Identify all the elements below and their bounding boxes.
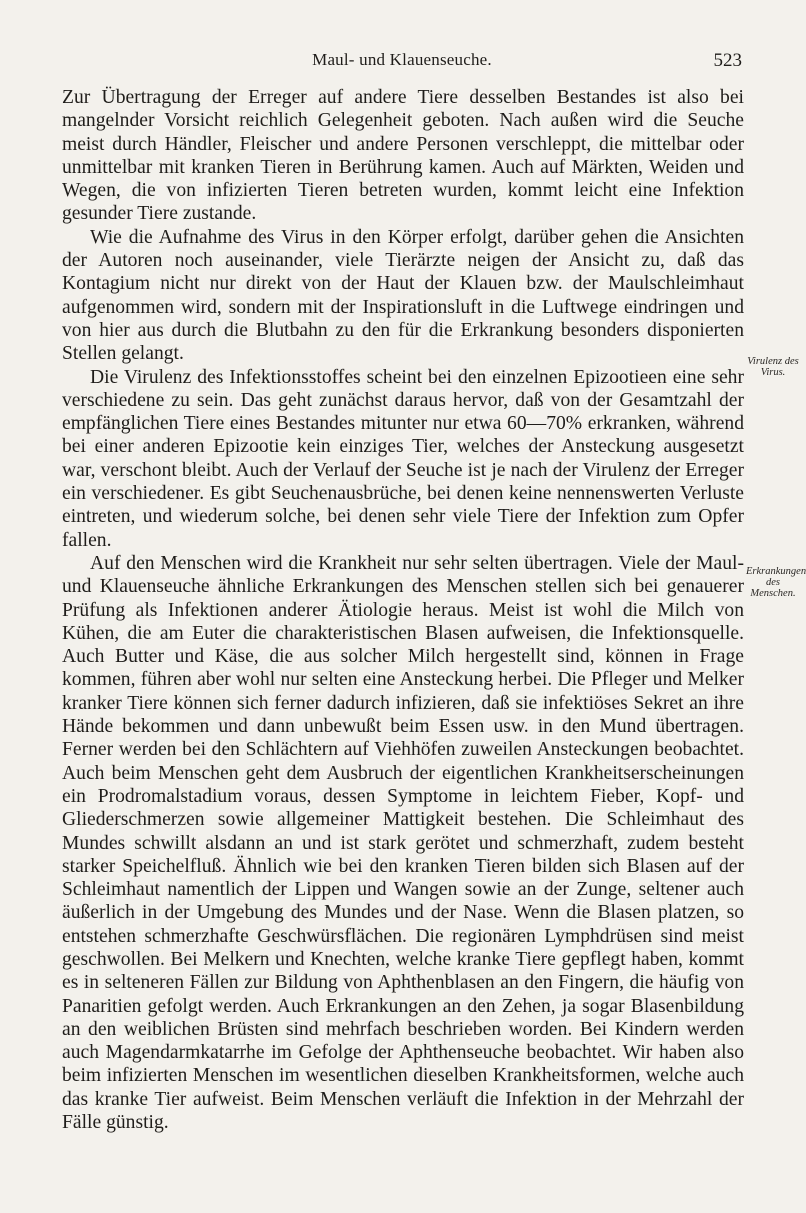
margin-note-virulence: Virulenz des Virus. — [747, 356, 799, 378]
paragraph-human-infection: Auf den Menschen wird die Krankheit nur sehr selten übertragen. Viele der Maul- und Klauenseuche ähnliche Erkrankungen des Menschen stellen sich bei genauerer Prüfung als Infektionen anderer Ätiologie heraus. Meist ist wohl die Milch von Kühen, die am Euter die charakteristischen Blasen aufweisen, die Infektionsquelle. Auch Butter und Käse, die aus solcher Milch hergestellt sind, können in Frage kommen, führen aber wohl nur selten eine Ansteckung herbei. Die Pfleger und Melker kranker Tiere können sich ferner dadurch infizieren, daß sie infektiöses Sekret an ihre Hände bekommen und dann unbewußt beim Essen usw. in den Mund übertragen. Ferner werden bei den Schlächtern auf Viehhöfen zuweilen Ansteckungen beobachtet. Auch beim Menschen geht dem Ausbruch der eigentlichen Krankheitserscheinungen ein Prodromalstadium voraus, dessen Symptome in leichtem Fieber, Kopf- und Gliederschmerzen sowie allgemeiner Mattigkeit bestehen. Die Schleimhaut des Mundes schwillt alsdann an und ist stark gerötet und schmerzhaft, zudem besteht starker Speichelfluß. Ähnlich wie bei den kranken Tieren bilden sich Blasen auf der Schleimhaut namentlich der Lippen und Wangen sowie an der Zunge, seltener auch äußerlich in der Umgebung des Mundes und der Nase. Wenn die Blasen platzen, so entstehen schmerzhafte Geschwürsflächen. Die regionären Lymphdrüsen sind meist geschwollen. Bei Melkern und Knechten, welche kranke Tiere gepflegt haben, kommt es in selteneren Fällen zur Bildung von Aphthenblasen an den Fingern, die häufig von Panaritien gefolgt werden. Auch Erkrankungen an den Zehen, ja sogar Blasenbildung an den weiblichen Brüsten sind mehrfach beschrieben worden. Bei Kindern werden auch Magendarmkatarrhe im Gefolge der Aphthenseuche beobachtet. Wir haben also beim infizierten Menschen im wesentlichen dieselben Krankheitsformen, welche auch das kranke Tier aufweist. Beim Menschen verläuft die Infektion in der Mehrzahl der Fälle günstig. — [62, 552, 744, 1134]
running-title: Maul- und Klauenseuche. — [312, 50, 492, 69]
running-head — [62, 50, 742, 76]
paragraph-transmission: Zur Übertragung der Erreger auf andere Tiere desselben Bestandes ist also bei mangelnder Vorsicht reichlich Gelegenheit geboten. Nach außen wird die Seuche meist durch Händler, Fleischer und andere Personen verschleppt, die mittelbar oder unmittelbar mit kranken Tieren in Berührung kamen. Auch auf Märkten, Weiden und Wegen, die von infizierten Tieren betreten wurden, kommt leicht eine Infektion gesunder Tiere zustande. — [62, 87, 744, 225]
paragraph-virus-uptake: Wie die Aufnahme des Virus in den Körper erfolgt, darüber gehen die Ansichten der Autoren noch auseinander, viele Tierärzte neigen der Ansicht zu, daß das Kontagium nicht nur direkt von der Haut der Klauen bzw. der Maulschleimhaut aufgenommen wird, sondern mit der Inspirationsluft in die Luftwege eindringen und von hier aus durch die Blutbahn zu den für die Erkrankung besonders disponierten Stellen gelangt. — [62, 226, 744, 365]
paragraph-virulence: Die Virulenz des Infektionsstoffes scheint bei den einzelnen Epizootieen eine sehr verschiedene zu sein. Das geht zunächst daraus hervor, daß von der Gesamtzahl der empfänglichen Tiere eines Bestandes mitunter nur etwa 60—70% erkranken, während bei einer anderen Epizootie kein einziges Tier, welches der Ansteckung ausgesetzt war, verschont bleibt. Auch der Verlauf der Seuche ist je nach der Virulenz der Erreger ein verschiedener. Es gibt Seuchenausbrüche, bei denen keine nennenswerten Verluste eintreten, und wiederum solche, bei denen sehr viele Tiere der Infektion zum Opfer fallen. — [62, 366, 744, 551]
margin-note-human-disease: Erkrankungen des Menschen. — [746, 566, 806, 599]
page-number: 523 — [713, 50, 742, 71]
body-text — [62, 86, 744, 1134]
